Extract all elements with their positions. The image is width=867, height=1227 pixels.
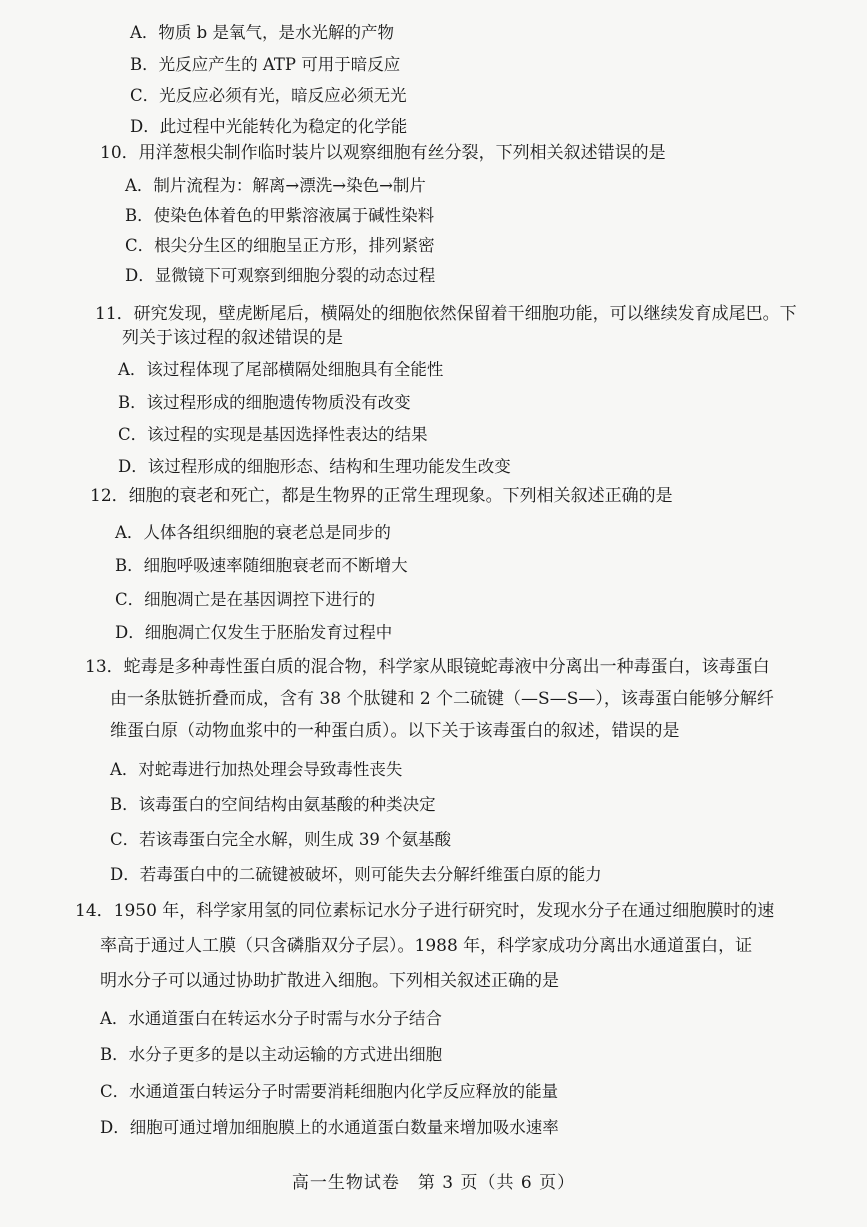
q11-stem-line1: 11．研究发现，壁虎断尾后，横隔处的细胞依然保留着干细胞功能，可以继续发育成尾巴。下 [95, 304, 797, 324]
q13-option-c: C．若该毒蛋白完全水解，则生成 39 个氨基酸 [110, 830, 452, 849]
q12-option-c: C．细胞凋亡是在基因调控下进行的 [115, 590, 376, 609]
q14-stem-line3: 明水分子可以通过协助扩散进入细胞。下列相关叙述正确的是 [100, 971, 559, 991]
q12-option-b: B．细胞呼吸速率随细胞衰老而不断增大 [115, 556, 408, 575]
q14-stem-line2: 率高于通过人工膜（只含磷脂双分子层）。1988 年，科学家成功分离出水通道蛋白，证 [100, 936, 753, 956]
q14-option-c: C．水通道蛋白转运分子时需要消耗细胞内化学反应释放的能量 [100, 1082, 559, 1101]
q14-stem-line1: 14．1950 年，科学家用氢的同位素标记水分子进行研究时，发现水分子在通过细胞膜时的速 [75, 901, 775, 921]
q12-option-d: D．细胞凋亡仅发生于胚胎发育过程中 [115, 623, 393, 642]
q13-stem-line3: 维蛋白原（动物血浆中的一种蛋白质）。以下关于该毒蛋白的叙述，错误的是 [110, 721, 680, 741]
q11-option-a: A．该过程体现了尾部横隔处细胞具有全能性 [118, 360, 444, 379]
q10-option-d: D．显微镜下可观察到细胞分裂的动态过程 [125, 266, 436, 285]
q10-option-b: B．使染色体着色的甲紫溶液属于碱性染料 [125, 206, 435, 225]
page-footer: 高一生物试卷 第 3 页（共 6 页） [291, 1173, 576, 1193]
q13-option-a: A．对蛇毒进行加热处理会导致毒性丧失 [110, 760, 403, 779]
q13-stem-line1: 13．蛇毒是多种毒性蛋白质的混合物，科学家从眼镜蛇毒液中分离出一种毒蛋白，该毒蛋白 [85, 657, 770, 677]
q9-option-c: C．光反应必须有光，暗反应必须无光 [130, 86, 407, 105]
q13-option-d: D．若毒蛋白中的二硫键被破坏，则可能失去分解纤维蛋白原的能力 [110, 865, 602, 884]
q9-option-b: B．光反应产生的 ATP 可用于暗反应 [130, 55, 401, 74]
q9-option-d: D．此过程中光能转化为稳定的化学能 [130, 117, 408, 136]
q11-option-b: B．该过程形成的细胞遗传物质没有改变 [118, 393, 411, 412]
q12-option-a: A．人体各组织细胞的衰老总是同步的 [115, 523, 391, 542]
q13-stem-line2: 由一条肽链折叠而成，含有 38 个肽键和 2 个二硫键（—S—S—），该毒蛋白能够分解纤 [110, 689, 774, 709]
q11-option-d: D．该过程形成的细胞形态、结构和生理功能发生改变 [118, 457, 511, 476]
q14-option-d: D．细胞可通过增加细胞膜上的水通道蛋白数量来增加吸水速率 [100, 1118, 559, 1137]
q14-option-a: A．水通道蛋白在转运水分子时需与水分子结合 [100, 1009, 442, 1028]
q12-stem: 12．细胞的衰老和死亡，都是生物界的正常生理现象。下列相关叙述正确的是 [90, 486, 673, 506]
q13-option-b: B．该毒蛋白的空间结构由氨基酸的种类决定 [110, 795, 436, 814]
q11-stem-line2: 列关于该过程的叙述错误的是 [122, 328, 343, 348]
q10-stem: 10．用洋葱根尖制作临时装片以观察细胞有丝分裂，下列相关叙述错误的是 [100, 143, 666, 163]
q14-option-b: B．水分子更多的是以主动运输的方式进出细胞 [100, 1045, 443, 1064]
q9-option-a: A．物质 b 是氧气，是水光解的产物 [130, 23, 394, 42]
q10-option-c: C．根尖分生区的细胞呈正方形，排列紧密 [125, 236, 435, 255]
q11-option-c: C．该过程的实现是基因选择性表达的结果 [118, 425, 428, 444]
q10-option-a: A．制片流程为：解离→漂洗→染色→制片 [125, 176, 426, 195]
